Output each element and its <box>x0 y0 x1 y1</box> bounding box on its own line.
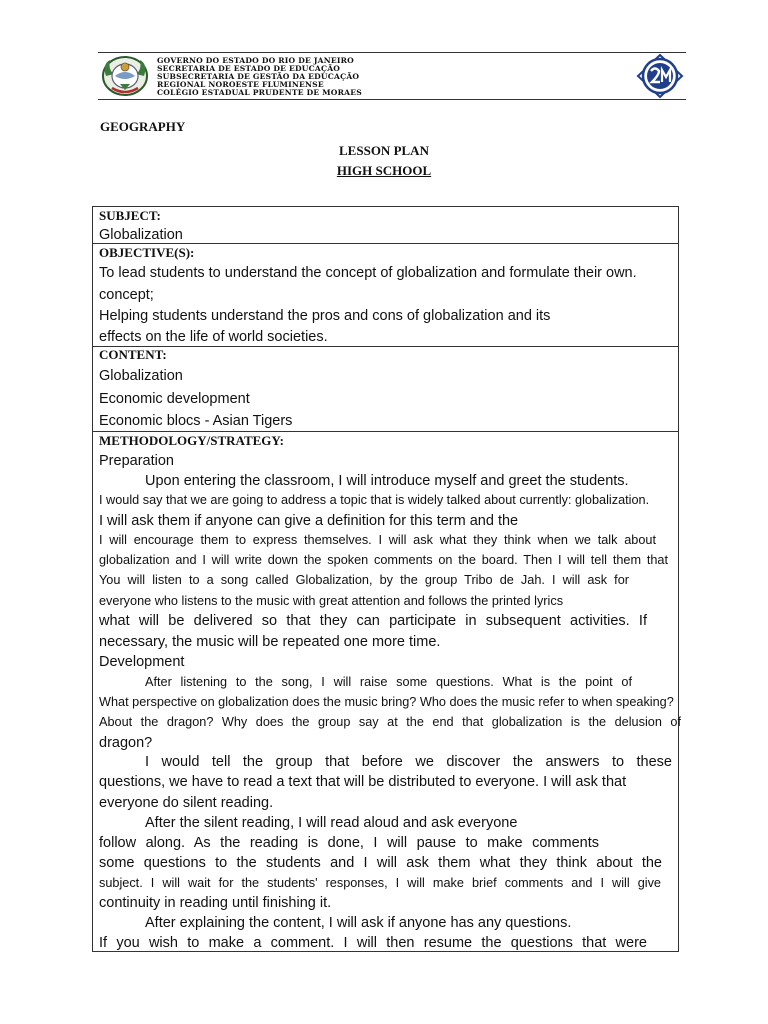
objective-line <box>99 307 550 325</box>
row-divider-methodology <box>92 431 679 432</box>
methodology-line: Upon entering the classroom, I will introduce myself and greet the students. <box>145 473 629 489</box>
methodology-line: globalization and I will write down the spoken comments on the board. Then I will tell them that <box>99 553 668 567</box>
content-item <box>99 390 250 408</box>
header-line-secretariat: SECRETARIA DE ESTADO DE EDUCAÇÃO <box>157 64 341 74</box>
methodology-line: About the dragon? Why does the group say at the end that globalization is the delusion of <box>99 715 681 729</box>
content-item <box>99 367 183 385</box>
school-logo <box>634 53 686 99</box>
methodology-line: I would tell the group that before we discover the answers to these <box>145 754 672 770</box>
objective-line <box>99 264 637 282</box>
methodology-line: I will ask them if anyone can give a definition for this term and the <box>99 513 519 529</box>
objective-line: concept; <box>99 287 154 303</box>
methodology-line: what will be delivered so that they can participate in subsequent activities. If <box>99 613 647 629</box>
methodology-line: What perspective on globalization does the music bring? Who does the music refer to when speaking? <box>99 695 674 709</box>
objective-line: effects on the life of world societies. <box>99 329 328 345</box>
header-line-subsecretariat: SUBSECRETARIA DE GESTÃO DA EDUCAÇÃO <box>157 72 360 82</box>
subject-label: SUBJECT: <box>99 208 161 223</box>
methodology-line: dragon? <box>99 735 153 751</box>
objectives-label: OBJECTIVE(S): <box>99 245 195 260</box>
methodology-line: questions, we have to read a text that will be distributed to everyone. I will ask that <box>99 774 627 790</box>
lesson-plan-title: LESSON PLAN <box>339 143 429 158</box>
row-divider-content <box>92 346 679 347</box>
content-item <box>99 412 292 430</box>
school-level-title <box>0 163 768 179</box>
header-institution-text <box>157 57 362 97</box>
header-line-regional: REGIONAL NOROESTE FLUMINENSE <box>157 80 324 90</box>
header-bottom-rule <box>98 99 686 100</box>
content-label: CONTENT: <box>99 347 167 362</box>
objective-text: To lead students to understand the concept of globalization and formulate their own. <box>99 265 637 281</box>
methodology-label: METHODOLOGY/STRATEGY: <box>99 433 284 448</box>
methodology-line: everyone who listens to the music with great attention and follows the printed lyrics <box>99 594 564 608</box>
methodology-line: continuity in reading until finishing it. <box>99 895 332 911</box>
content-item-text: Economic development <box>99 391 250 407</box>
subject-value: Globalization <box>99 227 183 243</box>
methodology-line: some questions to the students and I will ask them what they think about the <box>99 855 662 871</box>
methodology-line: I will encourage them to express themselves. I will ask what they think when we talk about <box>99 533 656 547</box>
methodology-line: everyone do silent reading. <box>99 795 274 811</box>
content-item-text: Economic blocs - Asian Tigers <box>99 413 293 429</box>
methodology-line: After the silent reading, I will read aloud and ask everyone <box>145 815 518 831</box>
methodology-line: I would say that we are going to address a topic that is widely talked about currently: globalization. <box>99 493 650 507</box>
header-line-school: COLÉGIO ESTADUAL PRUDENTE DE MORAES <box>157 88 362 98</box>
methodology-line: necessary, the music will be repeated one more time. <box>99 634 441 650</box>
state-coat-of-arms-logo <box>100 54 150 98</box>
content-item-text: Globalization <box>99 368 183 384</box>
objective-text: Helping students understand the pros and cons of globalization and its <box>99 308 551 324</box>
methodology-line: subject. I will wait for the students' responses, I will make brief comments and I will give <box>99 876 661 890</box>
methodology-line: After listening to the song, I will raise some questions. What is the point of <box>145 675 632 689</box>
methodology-line: If you wish to make a comment. I will then resume the questions that were <box>99 935 647 951</box>
school-level-text: HIGH SCHOOL <box>336 163 432 178</box>
methodology-line: After explaining the content, I will ask if anyone has any questions. <box>145 915 572 931</box>
methodology-line: follow along. As the reading is done, I will pause to make comments <box>99 835 599 851</box>
discipline-title: GEOGRAPHY <box>100 119 186 134</box>
header-line-government: GOVERNO DO ESTADO DO RIO DE JANEIRO <box>157 56 354 65</box>
methodology-line: You will listen to a song called Globalization, by the group Tribo de Jah. I will ask for <box>99 573 629 587</box>
development-heading: Development <box>99 654 185 670</box>
preparation-heading: Preparation <box>99 453 174 469</box>
header-top-rule <box>98 52 686 53</box>
